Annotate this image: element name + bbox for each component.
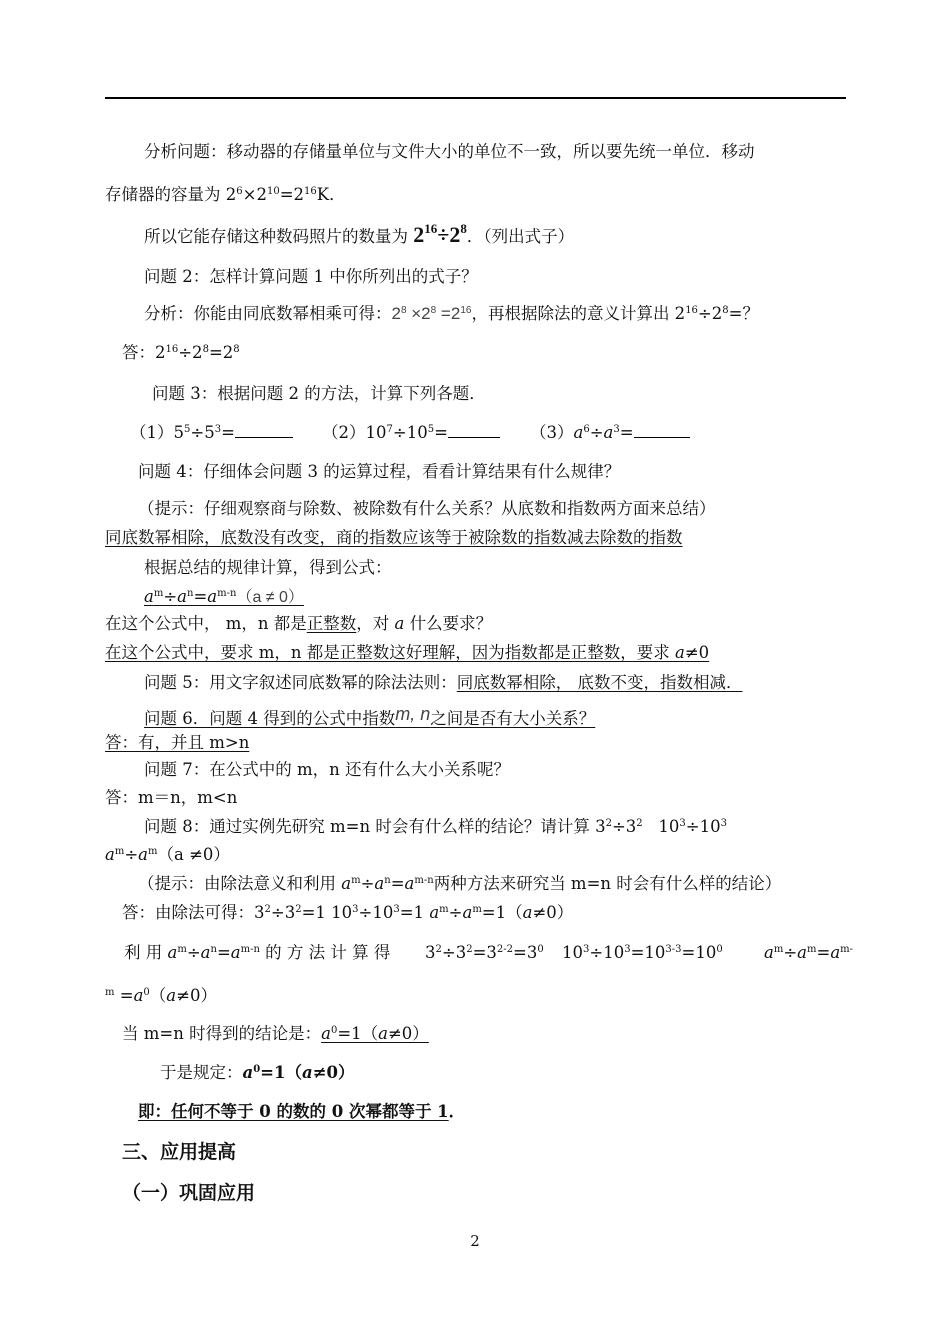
answer-2: 答：$2^{16}\div 2^8=2^8$ — [122, 343, 240, 362]
hint-2: （提示：由除法意义和利用 $a^m\div a^n=a^{m-n}$两种方法来研究当 m=n 时会有什么样的结论） — [138, 874, 782, 893]
question-6: 问题 6．问题 4 得到的公式中指数m, n之间是否有大小关系？ — [144, 704, 596, 728]
exercise-2: $(2)10^7\div 10^5=$ — [322, 421, 500, 445]
subsection-heading-consolidation: （一）巩固应用 — [122, 1182, 256, 1204]
zero-power-rule: 即：任何不等于 0 的数的 0 次幂都等于 1． — [138, 1102, 466, 1121]
answer-7: 答：m＝n，m<n — [105, 788, 238, 807]
exercise-3: $(3)a^6\div a^3=$ — [530, 421, 690, 445]
para-analysis-line1: 分析问题：移动器的存储量单位与文件大小的单位不一致，所以要先统一单位．移动 — [144, 142, 755, 161]
answer-8-formula-b: $3^2\div 3^2=3^{2-2}=3^0$ — [425, 943, 544, 962]
page-number: 2 — [470, 1232, 480, 1250]
question-4: 问题 4：仔细体会问题 3 的运算过程，看看计算结果有什么规律？ — [138, 462, 621, 481]
question-requirement: 在这个公式中， m，n 都是正整数，对 a 什么要求？ — [105, 614, 493, 633]
exercise-1: $(1)5^5\div 5^3=$ — [130, 421, 293, 445]
answer-8-formula-cont: $^m =a^0(a\ne 0)$ — [105, 986, 217, 1005]
para-quantity: 所以它能存储这种数码照片的数量为 $2^{16}\div 2^8$．（列出式子） — [144, 221, 575, 247]
hint-1: （提示：仔细观察商与除数、被除数有什么关系？从底数和指数两方面来总结） — [138, 499, 716, 518]
answer-blank-2[interactable] — [448, 421, 500, 438]
question-8-line2: $a^m\div a^m(a \ne 0)$ — [105, 845, 230, 864]
question-3: 问题 3：根据问题 2 的方法，计算下列各题． — [152, 384, 486, 403]
question-2: 问题 2：怎样计算问题 1 中你所列出的式子？ — [144, 267, 478, 286]
expr-2-16-div-2-8: $2^{16}\div 2^8$ — [413, 221, 467, 247]
question-5: 问题 5：用文字叙述同底数幂的除法法则：同底数幂相除， 底数不变，指数相减． — [144, 673, 743, 692]
conclusion: 当 m=n 时得到的结论是：$a^0=1(a\ne 0)$ — [122, 1024, 429, 1043]
question-8-line1: 问题 8：通过实例先研究 m=n 时会有什么样的结论？请计算 $3^2\div 3^2$ $10^3\div 10^3$ — [144, 817, 727, 836]
header-rule — [105, 97, 846, 99]
formula-division: $a^m\div a^n=a^{m-n}(a \ne 0)$ — [144, 587, 304, 606]
conclusion-formula: $a^0=1(a\ne 0)$ — [321, 1024, 429, 1043]
rule-summary: 同底数幂相除，底数没有改变，商的指数应该等于被除数的指数减去除数的指数 — [105, 528, 683, 547]
answer-8-formula-d: $a^m\div a^m=a^{m-}$ — [764, 943, 854, 962]
formula-intro: 根据总结的规律计算，得到公式： — [144, 558, 392, 577]
answer-blank-3[interactable] — [634, 421, 690, 438]
answer-8-division: 答：由除法可得：$3^2\div 3^2=1$ $10^3\div 10^3=1$ $a^m\div a^m=1(a\ne 0)$ — [122, 903, 574, 922]
para-analysis-2: 分析：你能由同底数幂相乘可得：$2^8 \times 2^8 =2^{16}$，再根据除法的意义计算出 $2^{16}\div 2^8=$？ — [144, 304, 759, 323]
answer-8-formula-a: 利 用 $a^m\div a^n=a^{m-n}$ 的 方 法 计 算 得 — [124, 943, 391, 962]
answer-requirement: 在这个公式中，要求 m，n 都是正整数这好理解，因为指数都是正整数，要求 a≠0 — [105, 643, 710, 662]
answer-8-formula-c: $10^3\div 10^3=10^{3-3}=10^0$ — [562, 943, 723, 962]
answer-6: 答：有，并且 m>n — [105, 733, 250, 752]
answer-blank-1[interactable] — [235, 421, 293, 438]
para-analysis-line2: 存储器的容量为 $2^6\times 2^{10}=2^{16}K$． — [105, 185, 346, 204]
formula-2-8-times-2-8: $2^8 \times 2^8 =2^{16}$ — [391, 304, 472, 323]
definition: 于是规定：$a^0=1(a\ne 0)$ — [160, 1063, 355, 1082]
section-heading-application: 三、应用提高 — [122, 1141, 237, 1163]
question-7: 问题 7：在公式中的 m，n 还有什么大小关系呢？ — [144, 760, 511, 779]
